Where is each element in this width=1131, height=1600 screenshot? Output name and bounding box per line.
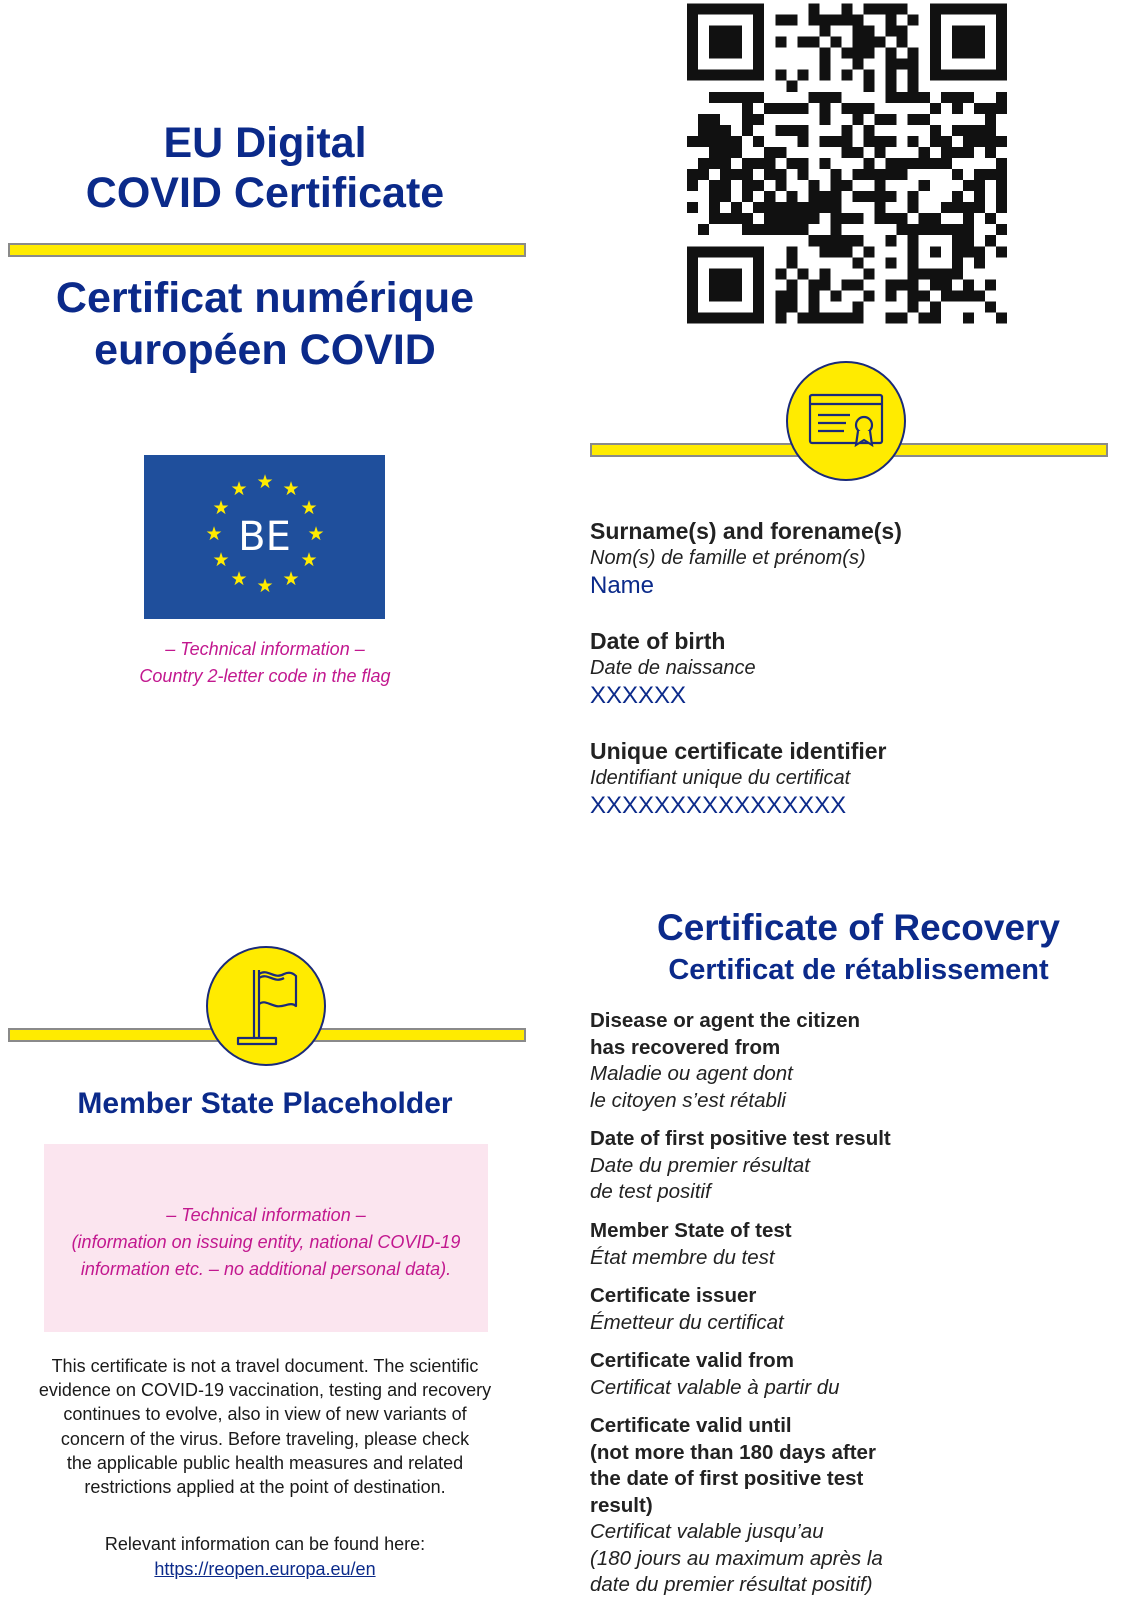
recovery-field-valid-from: Certificate valid from Certificat valable à partir du (590, 1349, 840, 1399)
title-english: EU Digital COVID Certificate (85, 119, 445, 217)
member-state-title: Member State Placeholder (77, 1087, 453, 1120)
recovery-field-issuer: Certificate issuer Émetteur du certificat (590, 1284, 784, 1334)
star-icon: ★ (256, 576, 274, 597)
certificate-badge (786, 361, 906, 481)
recovery-field-valid-until: Certificate valid until (not more than 180 days after the date of first positive test result) Certificat valable jusqu’au (180 jours au maximum après la date du premier résultat positif) (590, 1414, 883, 1596)
eu-flag (144, 455, 385, 619)
title-french: Certificat numérique européen COVID (55, 274, 475, 374)
star-icon: ★ (205, 524, 223, 545)
recovery-title: Certificate of Recovery (656, 907, 1061, 948)
star-icon: ★ (300, 498, 318, 519)
star-icon: ★ (230, 479, 248, 500)
certificate-icon (788, 363, 904, 479)
recovery-field-first-test-date: Date of first positive test result Date du premier résultat de test positif (590, 1127, 891, 1203)
qr-code-icon (687, 0, 1007, 327)
field-certificate-id: Unique certificate identifier Identifiant unique du certificat XXXXXXXXXXXXXXXX (590, 738, 887, 819)
star-icon: ★ (256, 472, 274, 493)
field-date-of-birth: Date of birth Date de naissance XXXXXX (590, 628, 756, 709)
star-icon: ★ (212, 550, 230, 571)
technical-info-issuer: – Technical information – (information on issuing entity, national COVID-19 information etc. – no additional personal data). (71, 1205, 461, 1279)
star-icon: ★ (307, 524, 325, 545)
field-name: Surname(s) and forename(s) Nom(s) de famille et prénom(s) Name (590, 518, 902, 599)
star-icon: ★ (300, 550, 318, 571)
star-icon: ★ (212, 498, 230, 519)
star-icon: ★ (282, 569, 300, 590)
flag-badge (206, 946, 326, 1066)
recovery-subtitle: Certificat de rétablissement (668, 954, 1049, 986)
star-icon: ★ (282, 479, 300, 500)
travel-disclaimer: This certificate is not a travel document. The scientific evidence on COVID-19 vaccination, testing and recovery continues to evolve, also in view of new variants of concern of the virus. Before traveling, please check the applicable public health measures and related restrictions applied at the point of destination. (38, 1356, 492, 1498)
recovery-field-member-state: Member State of test État membre du test (590, 1219, 792, 1269)
technical-info-box (44, 1144, 488, 1332)
relevant-info: Relevant information can be found here: https://reopen.europa.eu/en (104, 1534, 426, 1579)
technical-info-flag: – Technical information – Country 2-letter code in the flag (139, 639, 391, 686)
flag-country-code: BE (238, 514, 291, 560)
yellow-divider (8, 243, 526, 257)
recovery-field-disease: Disease or agent the citizen has recovered from Maladie ou agent dont le citoyen s’est rétabli (590, 1009, 861, 1112)
reopen-link[interactable]: https://reopen.europa.eu/en (154, 1559, 376, 1579)
star-icon: ★ (230, 569, 248, 590)
flag-icon (208, 948, 324, 1064)
